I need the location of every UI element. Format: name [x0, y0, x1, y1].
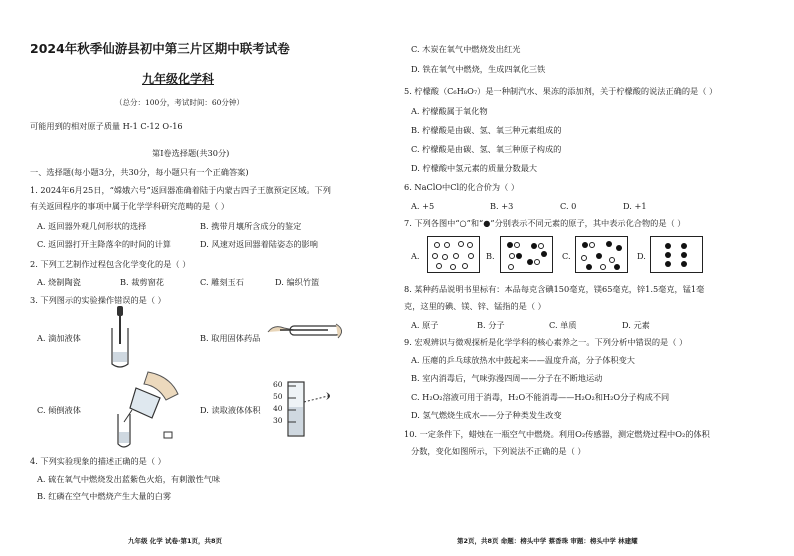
instruction: 一、选择题(每小题3分，共30分，每小题只有一个正确答案) [30, 167, 249, 177]
q3-option-c: C. 倾倒液体 [37, 405, 81, 415]
q9-option-b: B. 室内消毒后，气味弥漫四周——分子在不断地运动 [411, 373, 603, 383]
open-atom [442, 254, 448, 260]
q2-option-a: A. 烧制陶瓷 [37, 277, 81, 287]
exam-subtitle: 九年级化学科 [142, 72, 215, 86]
cylinder-tick-50: 50 [273, 392, 283, 401]
q9-option-d: D. 氢气燃烧生成水——分子种类发生改变 [411, 410, 562, 420]
q1-stem-line1: 1. 2024年6月25日，“嫦娥六号”返回器准确着陆于内蒙古四子王旗预定区域。下列 [30, 185, 331, 195]
q8-stem-line2: 克，这里的碘、镁、锌、锰指的是（ ） [404, 301, 546, 311]
q7-option-d: D. [637, 251, 646, 261]
q3-stem: 3. 下列图示的实验操作错误的是（ ） [30, 295, 166, 305]
q5-option-a: A. 柠檬酸属于氧化物 [411, 106, 488, 116]
q4-option-d: D. 铁在氧气中燃烧，生成四氧化三铁 [411, 64, 546, 74]
open-atom [609, 257, 615, 263]
q8-option-a: A. 原子 [411, 320, 439, 330]
filled-atom [665, 252, 671, 258]
filled-atom [681, 252, 687, 258]
q2-option-b: B. 裁剪窗花 [120, 277, 164, 287]
q10-stem-line2: 分数，变化如图所示，下列说法不正确的是（ ） [411, 446, 586, 456]
filled-atom [665, 261, 671, 267]
open-atom [589, 242, 595, 248]
q1-option-d: D. 风速对返回器着陆姿态的影响 [200, 239, 318, 249]
q4-option-c: C. 木炭在氧气中燃烧发出红光 [411, 44, 521, 54]
q4-option-b: B. 红磷在空气中燃烧产生大量的白雾 [37, 491, 172, 501]
q7-box-a [427, 236, 480, 273]
exam-info: （总分：100分，考试时间：60分钟） [115, 98, 244, 107]
q1-option-b: B. 携带月壤所含成分的鉴定 [200, 221, 302, 231]
filled-atom [541, 251, 547, 257]
q8-stem-line1: 8. 某种药品说明书里标有：本品每克含碘150毫克，镁65毫克，锌1.5毫克，锰1毫 [404, 284, 705, 294]
q3-option-b: B. 取用固体药品 [200, 333, 261, 343]
section-title: 第Ⅰ卷选择题(共30分) [152, 148, 230, 158]
q5-option-d: D. 柠檬酸中氢元素的质量分数最大 [411, 163, 538, 173]
q7-option-a: A. [411, 251, 420, 261]
cylinder-tick-30: 30 [273, 416, 283, 425]
q8-option-d: D. 元素 [622, 320, 650, 330]
open-atom [509, 253, 515, 259]
q7-stem: 7. 下列各图中“○”和“●”分别表示不同元素的原子，其中表示化合物的是（ ） [404, 218, 686, 228]
q5-option-b: B. 柠檬酸是由碳、氢、氧三种元素组成的 [411, 125, 562, 135]
open-atom [467, 242, 473, 248]
filled-atom [616, 245, 622, 251]
q9-option-a: A. 压瘪的乒乓球放热水中鼓起来——温度升高，分子体积变大 [411, 355, 635, 365]
right-page [397, 0, 794, 556]
q7-box-d [650, 236, 703, 273]
open-atom [534, 259, 540, 265]
cylinder-tick-60: 60 [273, 380, 283, 389]
cylinder-tick-40: 40 [273, 404, 283, 413]
q6-option-a: A. +5 [411, 201, 435, 211]
q2-option-c: C. 雕刻玉石 [200, 277, 244, 287]
q1-option-c: C. 返回器打开主降落伞的时间的计算 [37, 239, 171, 249]
q6-stem: 6. NaClO中Cl的化合价为（ ） [404, 182, 520, 192]
filled-atom [507, 242, 513, 248]
spatula-illustration [266, 316, 348, 346]
open-atom [581, 255, 587, 261]
filled-atom [606, 241, 612, 247]
q6-option-c: C. 0 [560, 201, 577, 211]
open-atom [450, 264, 456, 270]
q10-stem-line1: 10. 一定条件下，蜡烛在一瓶空气中燃烧。利用O₂传感器，测定燃烧过程中O₂的体积 [404, 429, 710, 439]
open-atom [514, 242, 520, 248]
q7-box-c [575, 236, 628, 273]
open-atom [453, 253, 459, 259]
q8-option-b: B. 分子 [477, 320, 505, 330]
open-atom [434, 242, 440, 248]
open-atom [458, 241, 464, 247]
open-atom [538, 243, 544, 249]
filled-atom [527, 259, 533, 265]
exam-title: 2024年秋季仙游县初中第三片区期中联考试卷 [30, 41, 290, 56]
open-atom [468, 253, 474, 259]
filled-atom [596, 253, 602, 259]
q4-option-a: A. 硫在氧气中燃烧发出蓝紫色火焰，有刺激性气味 [37, 474, 221, 484]
q8-option-c: C. 单质 [549, 320, 577, 330]
open-atom [432, 253, 438, 259]
q7-option-c: C. [562, 251, 571, 261]
q5-stem: 5. 柠檬酸（C₆H₈O₇）是一种制汽水、果冻的添加剂，关于柠檬酸的说法正确的是（ ） [404, 86, 718, 96]
filled-atom [665, 243, 671, 249]
q2-option-d: D. 编织竹篮 [275, 277, 320, 287]
q7-option-b: B. [486, 251, 495, 261]
q6-option-b: B. +3 [490, 201, 514, 211]
atomic-masses: 可能用到的相对原子质量 H-1 C-12 O-16 [30, 121, 183, 131]
filled-atom [516, 253, 522, 259]
q4-stem: 4. 下列实验现象的描述正确的是（ ） [30, 456, 166, 466]
filled-atom [531, 243, 537, 249]
open-atom [508, 264, 514, 270]
filled-atom [614, 264, 620, 270]
q1-stem-line2: 有关返回程序的事项中属于化学学科研究范畴的是（ ） [30, 201, 230, 211]
q1-option-a: A. 返回器外观几何形状的选择 [37, 221, 147, 231]
q3-option-a: A. 滴加液体 [37, 333, 81, 343]
filled-atom [681, 261, 687, 267]
open-atom [462, 263, 468, 269]
q9-stem: 9. 宏观辨识与微观探析是化学学科的核心素养之一。下列分析中错误的是（ ） [404, 337, 688, 347]
filled-atom [582, 242, 588, 248]
dropper-illustration [100, 306, 140, 370]
filled-atom [586, 264, 592, 270]
filled-atom [681, 243, 687, 249]
open-atom [444, 242, 450, 248]
q7-box-b [500, 236, 553, 273]
q2-stem: 2. 下列工艺制作过程包含化学变化的是（ ） [30, 259, 191, 269]
q5-option-c: C. 柠檬酸是由碳、氢、氧三种原子构成的 [411, 144, 562, 154]
left-footer: 九年级 化学 试卷·第1页，共8页 [128, 537, 223, 545]
right-footer: 第2页，共8页 命题：榜头中学 蔡香珠 审题：榜头中学 林建耀 [457, 537, 638, 545]
open-atom [600, 264, 606, 270]
q3-option-d: D. 读取液体体积 [200, 405, 261, 415]
pouring-illustration [108, 370, 188, 450]
q9-option-c: C. H₂O₂溶液可用于消毒，H₂O不能消毒——H₂O₂和H₂O分子构成不同 [411, 392, 670, 402]
open-atom [436, 263, 442, 269]
q6-option-d: D. +1 [623, 201, 647, 211]
